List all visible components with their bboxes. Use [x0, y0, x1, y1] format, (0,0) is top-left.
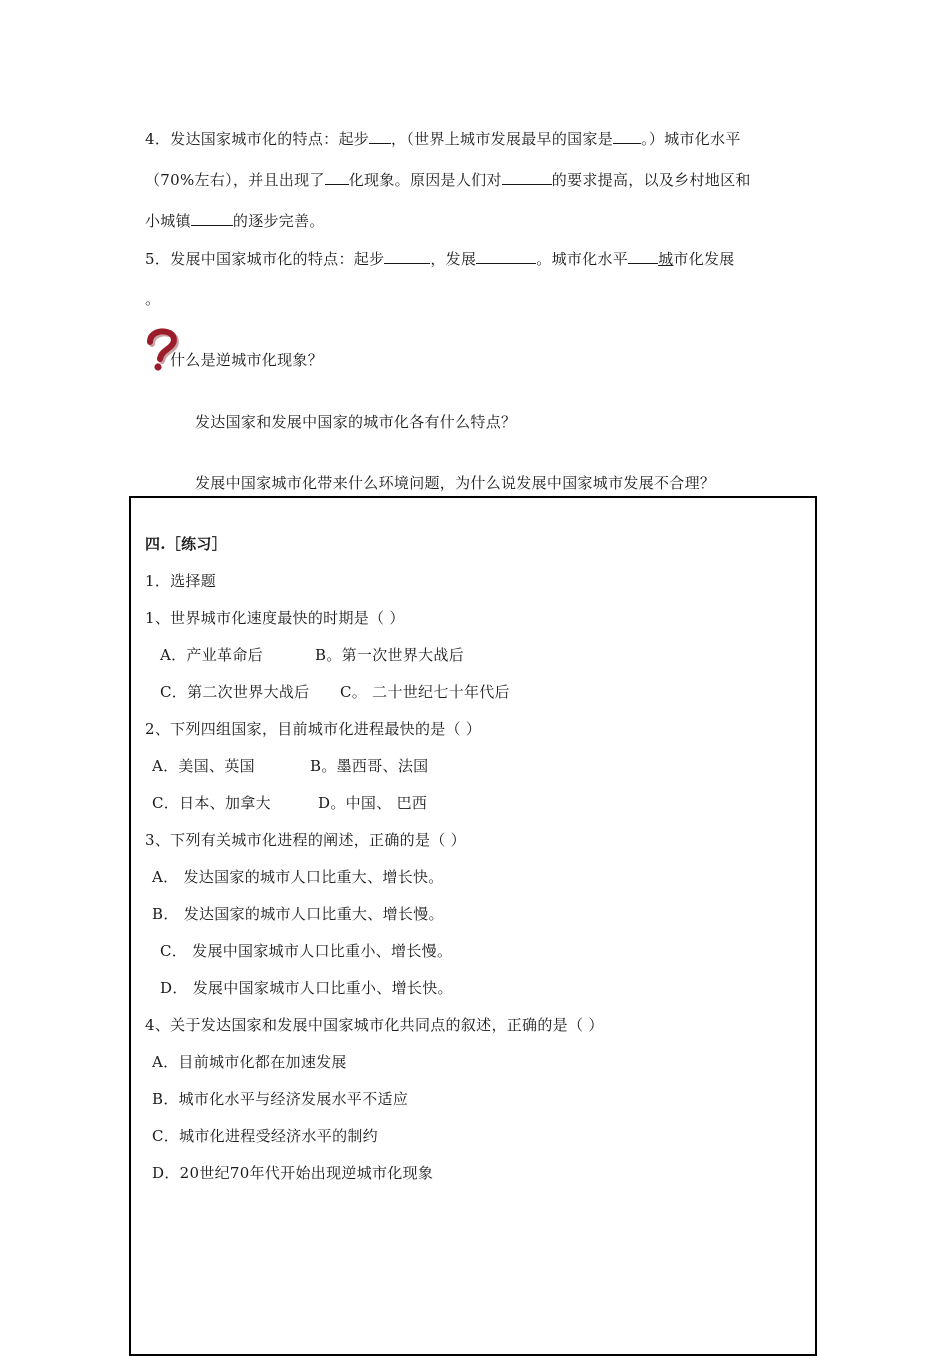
exercise-heading: 四.［练习］	[145, 535, 228, 553]
blank-field	[191, 209, 233, 226]
q2-option-b: B。墨西哥、法国	[310, 757, 429, 775]
exercise-subheading: 1．选择题	[145, 572, 217, 590]
review-question-3: 发展中国家城市化带来什么环境问题，为什么说发展中国家城市发展不合理？	[195, 474, 716, 492]
review-question-2: 发达国家和发展中国家的城市化各有什么特点？	[195, 413, 517, 431]
q2-option-a: A．美国、英国	[152, 757, 255, 775]
q2-option-c: C．日本、加拿大	[152, 794, 271, 812]
q4-stem: 4、关于发达国家和发展中国家城市化共同点的叙述，正确的是（ ）	[145, 1016, 604, 1034]
item4-text-1a: 4．发达国家城市化的特点：起步	[145, 130, 370, 148]
review-question-1: 什么是逆城市化现象？	[170, 351, 324, 369]
q1-stem: 1、世界城市化速度最快的时期是（ ）	[145, 609, 405, 627]
item4-text-2c: 的要求提高，以及乡村地区和	[551, 171, 751, 189]
q1-option-b: B。第一次世界大战后	[315, 646, 465, 664]
blank-field	[502, 168, 552, 185]
item5-line2: 。	[145, 290, 161, 308]
item5-text-1a: 5．发展中国家城市化的特点：起步	[145, 250, 385, 268]
blank-field	[476, 247, 536, 264]
item4-line1	[145, 127, 741, 149]
q1-option-d: C。 二十世纪七十年代后	[340, 683, 510, 701]
q2-stem: 2、下列四组国家，目前城市化进程最快的是（ ）	[145, 720, 482, 738]
q3-option-a: A． 发达国家的城市人口比重大、增长快。	[152, 868, 444, 886]
item5-text-1d: 城	[658, 250, 674, 268]
q2-option-d: D。中国、 巴西	[318, 794, 428, 812]
item5-text-1c: 。城市化水平	[536, 250, 629, 268]
q4-option-a: A．目前城市化都在加速发展	[152, 1053, 347, 1071]
item4-text-1c: 。）城市化水平	[641, 130, 741, 148]
item5-text-1e: 市化发展	[673, 250, 735, 268]
q3-option-b: B． 发达国家的城市人口比重大、增长慢。	[152, 905, 444, 923]
q4-option-c: C．城市化进程受经济水平的制约	[152, 1127, 378, 1145]
q3-option-c: C． 发展中国家城市人口比重小、增长慢。	[160, 942, 453, 960]
item4-line2	[145, 168, 751, 190]
blank-field	[613, 127, 641, 144]
item5-text-1b: ，发展	[430, 250, 477, 268]
q4-option-d: D．20世纪70年代开始出现逆城市化现象	[152, 1164, 434, 1182]
q3-option-d: D． 发展中国家城市人口比重小、增长快。	[160, 979, 453, 997]
q1-option-a: A．产业革命后	[160, 646, 263, 664]
blank-field	[384, 247, 430, 264]
item4-text-3a: 小城镇	[145, 212, 191, 230]
q4-option-b: B．城市化水平与经济发展水平不适应	[152, 1090, 409, 1108]
q3-stem: 3、下列有关城市化进程的阐述，正确的是（ ）	[145, 831, 466, 849]
item4-text-3b: 的逐步完善。	[232, 212, 325, 230]
blank-field	[325, 168, 349, 185]
item4-text-1b: ，（世界上城市发展最早的国家是	[391, 130, 614, 148]
item4-text-2b: 化现象。原因是人们对	[348, 171, 502, 189]
item4-text-2a: （70%左右），并且出现了	[145, 171, 325, 189]
item5-line1	[145, 247, 735, 269]
blank-field	[628, 247, 658, 264]
item4-line3	[145, 209, 325, 231]
blank-field	[369, 127, 391, 144]
q1-option-c: C．第二次世界大战后	[160, 683, 310, 701]
